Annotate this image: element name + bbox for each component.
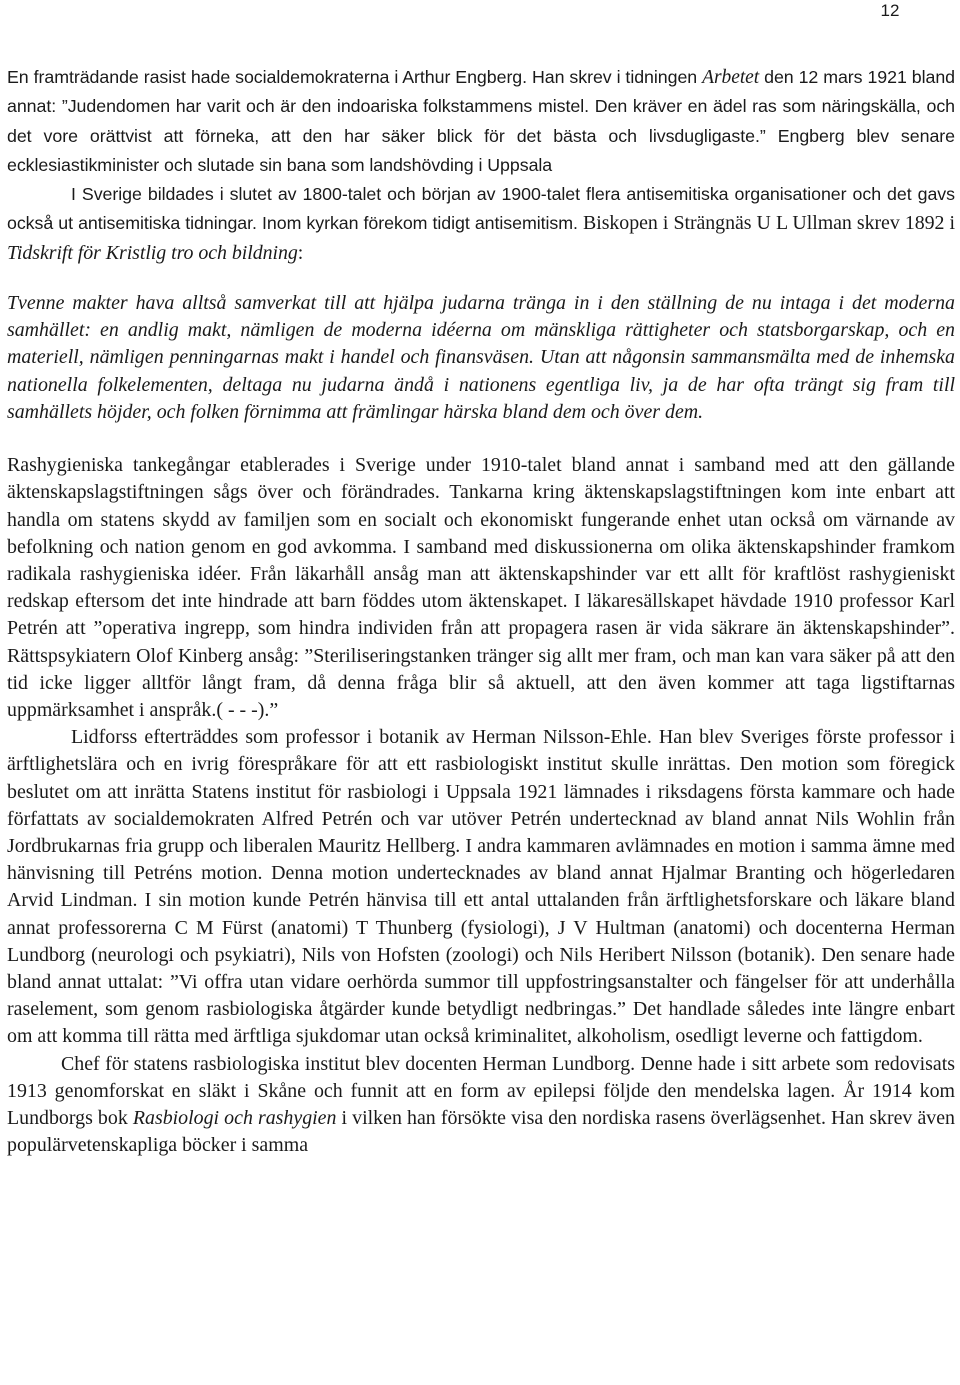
text-run: i vilken han försökte visa den nordiska rasens överlägsenhet. Han skrev även populärvetenskapliga böcker i samma — [7, 1106, 956, 1157]
text-run: Chef för statens rasbiologiska institut blev docenten Herman Lundborg. Denne hade i sitt arbete som redovisats 1913 genomforskat en släkt i Skåne och funnit att en form av epilepsi följde den mendelska lagen. År 1914 kom Lundborgs bok — [7, 1052, 955, 1129]
book-title: Rasbiologi och rashygien — [132, 1106, 337, 1129]
paragraph-sverige — [7, 180, 955, 268]
text-run: I Sverige bildades i slutet av 1800-talet och början av 1900-talet flera antisemitiska organisationer och det gavs också ut antisemitiska tidningar. Inom kyrkan förekom tidigt antisemitism. — [7, 184, 955, 234]
journal-title: Tidskrift för Kristlig tro och bildning — [7, 241, 298, 264]
page-number: 12 — [880, 1, 900, 20]
newspaper-title: Arbetet — [702, 67, 760, 88]
text-run: En framträdande rasist hade socialdemokraterna i Arthur Engberg. Han skrev i tidningen — [7, 67, 703, 87]
paragraph-rashygien: Rashygieniska tankegångar etablerades i Sverige under 1910-talet bland annat i samband med att den gällande äktenskapslagstiftningen sågs över och förändrades. Tankarna kring äktenskapslagstiftningen kom inte enbart att handla om statens skydd av familjen som en socialt och ekonomiskt fungerande enhet utan också om värnande av befolkning och nation genom en god avkomma. I samband med diskussionerna om olika äktenskapshinder framkom radikala rashygieniska idéer. Från läkarhåll ansåg man att äktenskapshinder var ett allt för kraftlöst rashygieniskt redskap eftersom det inte hindrade att barn föddes utom äktenskapet. I läkaresällskapet hävdade 1910 professor Karl Petrén att ”operativa ingrepp, som hindra individen från att propagera rasen är vida säkrare än äktenskapshinder”. Rättspsykiatern Olof Kinberg ansåg: ”Steriliseringstanken tränger sig allt mer fram, och man kan vara säker på att den tid icke ligger alltför långt fram, då denna fråga blir så aktuell, att den även kommer att taga ligstiftarnas uppmärksamhet i anspråk.( - - -).” — [7, 454, 955, 721]
block-quote: Tvenne makter hava alltså samverkat till att hjälpa judarna tränga in i den ställning de nu intaga i det moderna samhället: en andlig makt, nämligen de moderna idéerna om mänskliga rättigheter och statsborgarskap, och en materiell, nämligen penningarnas makt i handel och finansväsen. Utan att någonsin sammansmälta med de inhemska nationella folkelementen, deltaga nu judarna ändå i nationens egentliga liv, ja de har ofta trängt sig fram till samhällets höjder, och folken förnimma att främlingar härska bland dem och över dem. — [7, 292, 955, 423]
paragraph-lundborg — [7, 1051, 955, 1160]
paragraph-engberg — [7, 63, 955, 180]
text-run: Lidforss efterträddes som professor i botanik av Herman Nilsson-Ehle. Han blev Sveriges förste professor i ärftlighetslära och en ivrig förespråkare för att ett rasbiologiskt institut skulle inrättas. Den motion som föregick beslutet om att inrätta Statens institut för rasbiologi i Uppsala 1921 lämnades i riksdagens första kammare och hade författats av socialdemokraten Alfred Petrén och var utöver Petrén undertecknad av bland annat Nils Wohlin från Jordbrukarnas fria grupp och liberalen Mauritz Hellberg. I andra kammaren avlämnades en motion i samma ämne med hänvisning till Petréns motion. Denna motion undertecknades av bland annat Hjalmar Branting och högerledaren Arvid Lindman. I sin motion kunde Petrén hänvisa till ett antal uttalanden från ärftlighetsforskare och läkare bland annat professorerna C M Fürst (anatomi) T Thunberg (fysiologi), J V Hultman (anatomi) och docenterna Herman Lundborg (neurologi och psykiatri), Nils von Hofsten (zoologi) och Nils Heribert Nilsson (botanik). Den senare hade bland annat uttalat: ”Vi offra utan vidare oerhörda summor till uppfostringsanstalter och fängelser för att underhålla raselement, som genom rasbiologiska åtgärder kunde betydligt nedbringas.” Det handlade således inte längre enbart om att komma till rätta med ärftliga sjukdomar utan också kriminalitet, alkoholism, osedligt leverne och fattigdom. — [7, 726, 955, 1048]
text-run: Biskopen i Strängnäs U L Ullman skrev 1892 i — [577, 212, 955, 235]
text-run: den 12 mars 1921 bland annat: ”Judendomen har varit och är den indoariska folkstammens mistel. Den kräver en ädel ras som näringskälla, och det vore orättvist att förneka, att den har säker blick för det bästa och livsdugligaste.” Engberg blev senare ecklesiastikminister och slutade sin bana som landshövding i Uppsala — [7, 67, 956, 175]
document-body — [7, 63, 955, 1159]
text-run: : — [297, 241, 304, 264]
paragraph-lidforss — [7, 724, 955, 1050]
